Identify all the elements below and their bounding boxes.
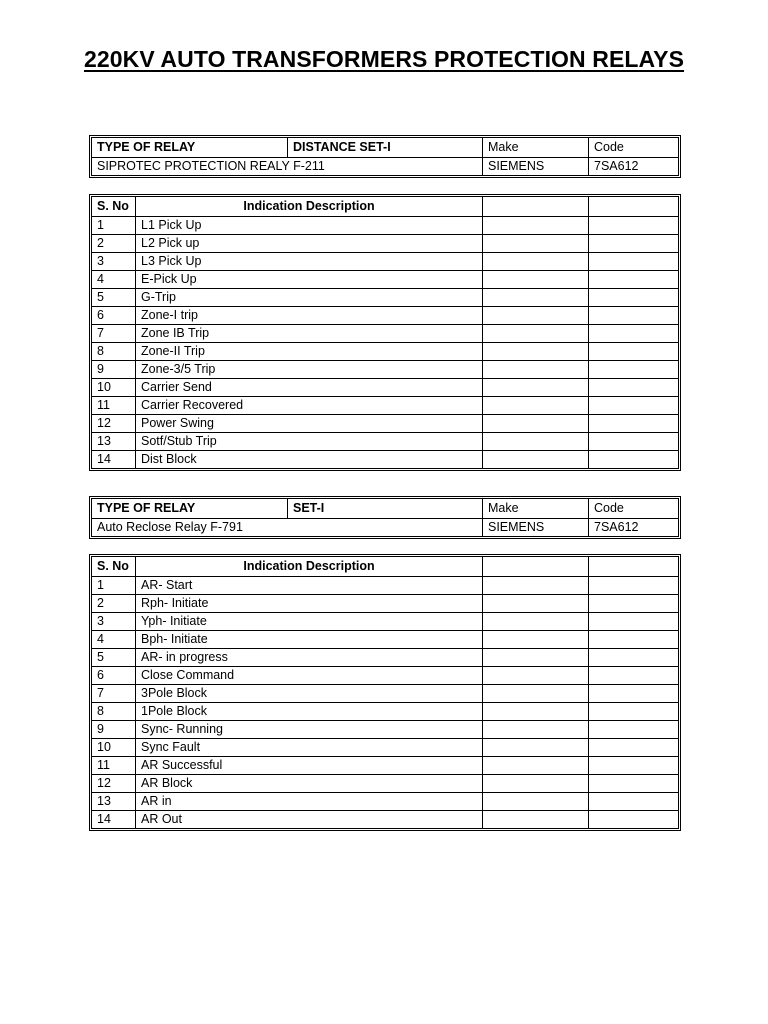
- indication-description-header: Indication Description: [136, 557, 483, 577]
- indication-cell: Carrier Send: [136, 379, 483, 397]
- blank-cell: [483, 739, 589, 757]
- blank-cell: [589, 757, 679, 775]
- blank-cell: [589, 811, 679, 829]
- relay1-name: SIPROTEC PROTECTION REALY F-211: [92, 158, 483, 176]
- sno-cell: 4: [92, 631, 136, 649]
- table-row: [92, 721, 679, 739]
- table-row: [92, 703, 679, 721]
- blank-cell: [483, 433, 589, 451]
- table-row: [92, 451, 679, 469]
- blank-cell: [483, 235, 589, 253]
- blank-header-cell: [589, 197, 679, 217]
- blank-cell: [589, 307, 679, 325]
- page-title-text: 220KV AUTO TRANSFORMERS PROTECTION RELAYS: [83, 46, 685, 72]
- indication-cell: L1 Pick Up: [136, 217, 483, 235]
- sno-cell: 11: [92, 757, 136, 775]
- relay2-info-header-row: [92, 499, 679, 519]
- relay2-indication-table: [91, 556, 679, 829]
- table-row: [92, 379, 679, 397]
- table-row: [92, 433, 679, 451]
- table-row: [92, 613, 679, 631]
- sno-cell: 12: [92, 415, 136, 433]
- blank-cell: [589, 433, 679, 451]
- blank-cell: [589, 379, 679, 397]
- blank-cell: [589, 325, 679, 343]
- indication-cell: Power Swing: [136, 415, 483, 433]
- indication-cell: AR Block: [136, 775, 483, 793]
- indication-cell: Close Command: [136, 667, 483, 685]
- indication-cell: Zone-I trip: [136, 307, 483, 325]
- sno-cell: 10: [92, 739, 136, 757]
- blank-cell: [589, 631, 679, 649]
- relay1-info-header-row: [92, 138, 679, 158]
- relay1-set-label: DISTANCE SET-I: [288, 138, 483, 158]
- blank-cell: [589, 271, 679, 289]
- table-row: [92, 325, 679, 343]
- indication-cell: Dist Block: [136, 451, 483, 469]
- relay2-name: Auto Reclose Relay F-791: [92, 519, 483, 537]
- blank-cell: [483, 721, 589, 739]
- blank-cell: [483, 415, 589, 433]
- blank-cell: [483, 577, 589, 595]
- indication-cell: AR- Start: [136, 577, 483, 595]
- blank-cell: [483, 451, 589, 469]
- relay1-indication-table: [91, 196, 679, 469]
- sno-cell: 13: [92, 433, 136, 451]
- sno-cell: 5: [92, 649, 136, 667]
- indication-cell: Bph- Initiate: [136, 631, 483, 649]
- blank-cell: [483, 595, 589, 613]
- relay2-info-value-row: [92, 519, 679, 537]
- indication-cell: Zone IB Trip: [136, 325, 483, 343]
- relay2-info-table: [91, 498, 679, 537]
- indication-cell: AR Successful: [136, 757, 483, 775]
- sno-cell: 12: [92, 775, 136, 793]
- sno-cell: 8: [92, 703, 136, 721]
- table-row: [92, 361, 679, 379]
- sno-header: S. No: [92, 557, 136, 577]
- table-row: [92, 631, 679, 649]
- blank-cell: [589, 397, 679, 415]
- blank-cell: [483, 217, 589, 235]
- relay2-type-label: TYPE OF RELAY: [92, 499, 288, 519]
- blank-cell: [589, 649, 679, 667]
- blank-header-cell: [483, 197, 589, 217]
- blank-cell: [483, 793, 589, 811]
- blank-header-cell: [483, 557, 589, 577]
- blank-cell: [483, 397, 589, 415]
- table-row: [92, 649, 679, 667]
- blank-cell: [589, 685, 679, 703]
- table-row: [92, 739, 679, 757]
- sno-cell: 9: [92, 721, 136, 739]
- blank-cell: [589, 595, 679, 613]
- blank-cell: [483, 757, 589, 775]
- indication-cell: AR- in progress: [136, 649, 483, 667]
- indication-cell: Sotf/Stub Trip: [136, 433, 483, 451]
- blank-cell: [483, 811, 589, 829]
- indication-cell: G-Trip: [136, 289, 483, 307]
- sno-cell: 10: [92, 379, 136, 397]
- relay2-indication-header-row: [92, 557, 679, 577]
- indication-cell: Yph- Initiate: [136, 613, 483, 631]
- blank-cell: [483, 613, 589, 631]
- blank-cell: [589, 775, 679, 793]
- sno-cell: 7: [92, 325, 136, 343]
- sno-cell: 1: [92, 217, 136, 235]
- table-row: [92, 811, 679, 829]
- indication-cell: E-Pick Up: [136, 271, 483, 289]
- blank-cell: [589, 667, 679, 685]
- blank-cell: [589, 451, 679, 469]
- blank-cell: [483, 379, 589, 397]
- table-row: [92, 271, 679, 289]
- table-row: [92, 307, 679, 325]
- relay2-set-label: SET-I: [288, 499, 483, 519]
- blank-cell: [483, 775, 589, 793]
- blank-cell: [483, 271, 589, 289]
- relay1-type-label: TYPE OF RELAY: [92, 138, 288, 158]
- sno-cell: 3: [92, 613, 136, 631]
- blank-cell: [589, 721, 679, 739]
- relay2-code: 7SA612: [589, 519, 679, 537]
- table-row: [92, 217, 679, 235]
- table-row: [92, 577, 679, 595]
- sno-cell: 8: [92, 343, 136, 361]
- blank-cell: [589, 343, 679, 361]
- blank-cell: [483, 361, 589, 379]
- sno-cell: 6: [92, 667, 136, 685]
- relay1-make: SIEMENS: [483, 158, 589, 176]
- table-row: [92, 253, 679, 271]
- sno-cell: 2: [92, 595, 136, 613]
- table-row: [92, 757, 679, 775]
- indication-cell: Zone-II Trip: [136, 343, 483, 361]
- table-row: [92, 685, 679, 703]
- sno-cell: 11: [92, 397, 136, 415]
- blank-header-cell: [589, 557, 679, 577]
- blank-cell: [483, 307, 589, 325]
- sno-cell: 4: [92, 271, 136, 289]
- indication-cell: Sync Fault: [136, 739, 483, 757]
- blank-cell: [483, 289, 589, 307]
- blank-cell: [483, 667, 589, 685]
- relay1-code-label: Code: [589, 138, 679, 158]
- sno-cell: 14: [92, 451, 136, 469]
- table-row: [92, 289, 679, 307]
- sno-cell: 9: [92, 361, 136, 379]
- indication-cell: Zone-3/5 Trip: [136, 361, 483, 379]
- relay2-code-label: Code: [589, 499, 679, 519]
- sno-cell: 14: [92, 811, 136, 829]
- sno-cell: 13: [92, 793, 136, 811]
- blank-cell: [483, 325, 589, 343]
- table-row: [92, 793, 679, 811]
- blank-cell: [483, 631, 589, 649]
- blank-cell: [589, 235, 679, 253]
- indication-cell: 1Pole Block: [136, 703, 483, 721]
- relay1-indication-header-row: [92, 197, 679, 217]
- indication-cell: 3Pole Block: [136, 685, 483, 703]
- blank-cell: [589, 253, 679, 271]
- blank-cell: [589, 289, 679, 307]
- blank-cell: [483, 649, 589, 667]
- blank-cell: [589, 577, 679, 595]
- sno-cell: 1: [92, 577, 136, 595]
- indication-cell: AR Out: [136, 811, 483, 829]
- sno-cell: 6: [92, 307, 136, 325]
- table-row: [92, 775, 679, 793]
- sno-cell: 5: [92, 289, 136, 307]
- blank-cell: [589, 361, 679, 379]
- blank-cell: [483, 703, 589, 721]
- table-row: [92, 595, 679, 613]
- table-row: [92, 343, 679, 361]
- relay1-info-value-row: [92, 158, 679, 176]
- indication-cell: AR in: [136, 793, 483, 811]
- blank-cell: [483, 343, 589, 361]
- blank-cell: [589, 415, 679, 433]
- blank-cell: [589, 793, 679, 811]
- indication-cell: L2 Pick up: [136, 235, 483, 253]
- relay2-indication-body: [92, 557, 679, 829]
- sno-header: S. No: [92, 197, 136, 217]
- table-row: [92, 397, 679, 415]
- table-row: [92, 667, 679, 685]
- relay1-info-table: [91, 137, 679, 176]
- relay2-make: SIEMENS: [483, 519, 589, 537]
- relay1-code: 7SA612: [589, 158, 679, 176]
- blank-cell: [589, 217, 679, 235]
- page-title: [0, 46, 768, 73]
- sno-cell: 3: [92, 253, 136, 271]
- sno-cell: 7: [92, 685, 136, 703]
- relay1-make-label: Make: [483, 138, 589, 158]
- sno-cell: 2: [92, 235, 136, 253]
- blank-cell: [589, 739, 679, 757]
- indication-cell: L3 Pick Up: [136, 253, 483, 271]
- table-row: [92, 415, 679, 433]
- indication-cell: Carrier Recovered: [136, 397, 483, 415]
- blank-cell: [483, 253, 589, 271]
- relay1-indication-body: [92, 197, 679, 469]
- indication-cell: Rph- Initiate: [136, 595, 483, 613]
- indication-cell: Sync- Running: [136, 721, 483, 739]
- relay2-make-label: Make: [483, 499, 589, 519]
- blank-cell: [589, 613, 679, 631]
- table-row: [92, 235, 679, 253]
- indication-description-header: Indication Description: [136, 197, 483, 217]
- blank-cell: [483, 685, 589, 703]
- blank-cell: [589, 703, 679, 721]
